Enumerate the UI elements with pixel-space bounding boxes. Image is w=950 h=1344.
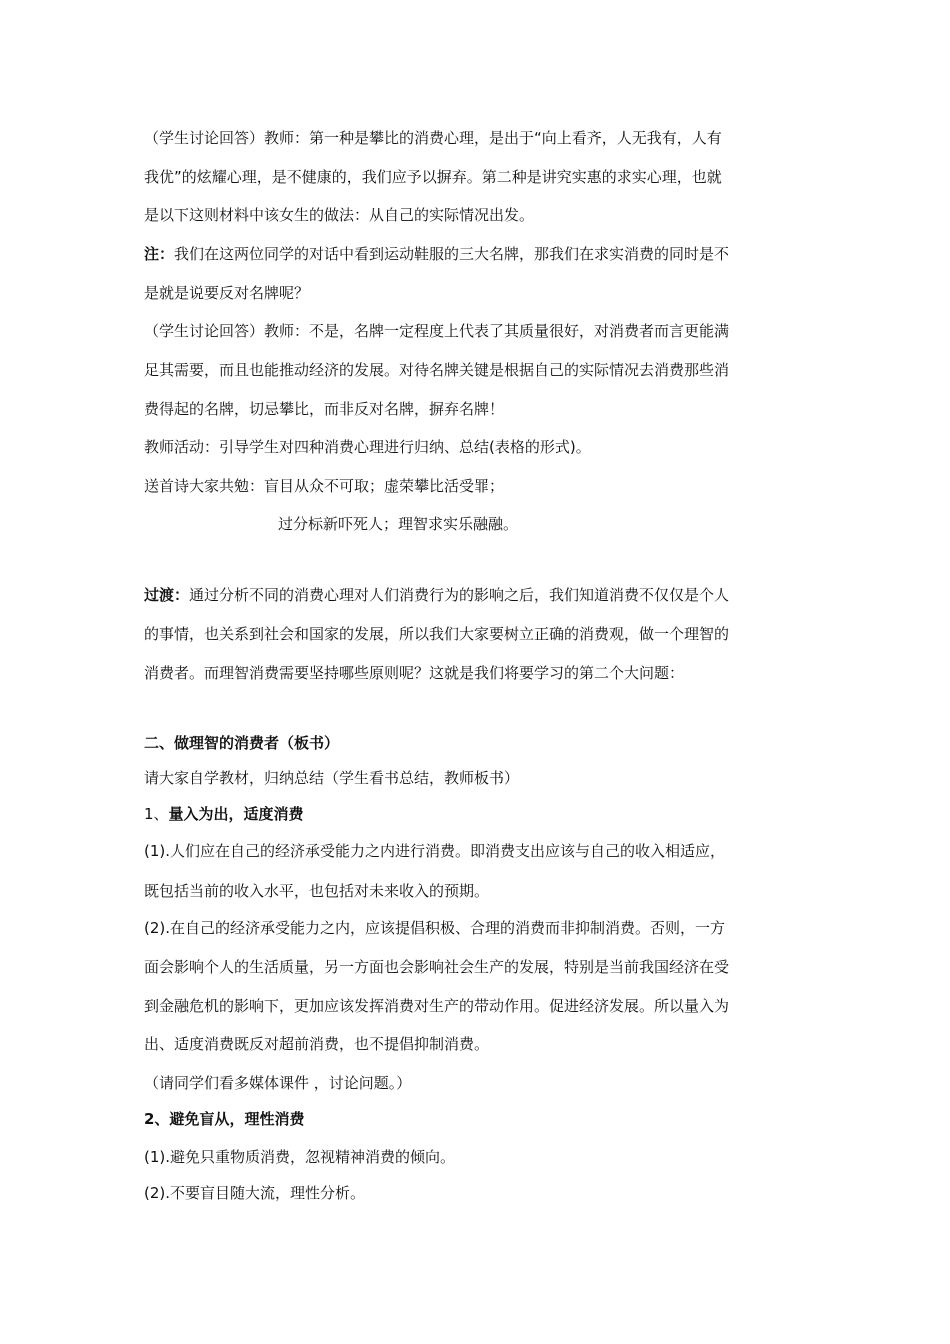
transition-label: 过渡：	[144, 586, 190, 604]
subheading-text: 量入为出，适度消费	[168, 805, 304, 823]
transition-text: 通过分析不同的消费心理对人们消费行为的影响之后，我们知道消费不仅仅是个人	[189, 586, 730, 604]
note-label: 注：	[144, 245, 175, 263]
paragraph-line: 面会影响个人的生活质量，另一方面也会影响社会生产的发展，特别是当前我国经济在受	[144, 958, 730, 976]
paragraph-line: (2).在自己的经济承受能力之内，应该提倡积极、合理的消费而非抑制消费。否则，一方	[144, 919, 726, 937]
subheading-line	[144, 805, 304, 823]
paragraph-line: (2).不要盲目随大流，理性分析。	[144, 1184, 366, 1202]
paragraph-line: 足其需要，而且也能推动经济的发展。对待名牌关键是根据自己的实际情况去消费那些消	[144, 361, 730, 379]
paragraph-line: (1).避免只重物质消费，忽视精神消费的倾向。	[144, 1148, 456, 1166]
paragraph-line: 是就是说要反对名牌呢？	[144, 284, 310, 302]
transition-line	[144, 586, 729, 604]
subheading-number: 1、	[144, 805, 169, 823]
paragraph-line: 到金融危机的影响下，更加应该发挥消费对生产的带动作用。促进经济发展。所以量入为	[144, 997, 730, 1015]
paragraph-line: 是以下这则材料中该女生的做法：从自己的实际情况出发。	[144, 206, 535, 224]
note-text: 我们在这两位同学的对话中看到运动鞋服的三大名牌，那我们在求实消费的同时是不	[174, 245, 730, 263]
paragraph-line: 教师活动：引导学生对四种消费心理进行归纳、总结(表格的形式)。	[144, 438, 591, 456]
paragraph-line: 消费者。而理智消费需要坚持哪些原则呢？这就是我们将要学习的第二个大问题：	[144, 664, 685, 682]
paragraph-line: （学生讨论回答）教师：不是，名牌一定程度上代表了其质量很好，对消费者而言更能满	[144, 322, 730, 340]
paragraph-line: （学生讨论回答）教师：第一种是攀比的消费心理，是出于“向上看齐，人无我有，人有	[144, 129, 722, 147]
paragraph-line: 出、适度消费既反对超前消费，也不提倡抑制消费。	[144, 1035, 490, 1053]
poem-line: 过分标新吓死人；理智求实乐融融。	[278, 515, 519, 533]
paragraph-line: 费得起的名牌，切忌攀比，而非反对名牌，摒弃名牌！	[144, 400, 505, 418]
paragraph-line: 的事情，也关系到社会和国家的发展，所以我们大家要树立正确的消费观，做一个理智的	[144, 625, 730, 643]
section-heading: 二、做理智的消费者（板书）	[144, 734, 340, 752]
note-line	[144, 245, 729, 263]
poem-line: 送首诗大家共勉：盲目从众不可取；虚荣攀比活受罪；	[144, 477, 505, 495]
paragraph-line: （请同学们看多媒体课件 ，讨论问题。）	[144, 1074, 412, 1092]
paragraph-line: 我优”的炫耀心理，是不健康的，我们应予以摒弃。第二种是讲究实惠的求实心理，也就	[144, 168, 722, 186]
paragraph-line: 既包括当前的收入水平，也包括对未来收入的预期。	[144, 882, 490, 900]
paragraph-line: 请大家自学教材，归纳总结（学生看书总结，教师板书）	[144, 769, 520, 787]
subheading-line: 2、避免盲从，理性消费	[144, 1110, 305, 1128]
paragraph-line: (1).人们应在自己的经济承受能力之内进行消费。即消费支出应该与自己的收入相适应，	[144, 842, 726, 860]
